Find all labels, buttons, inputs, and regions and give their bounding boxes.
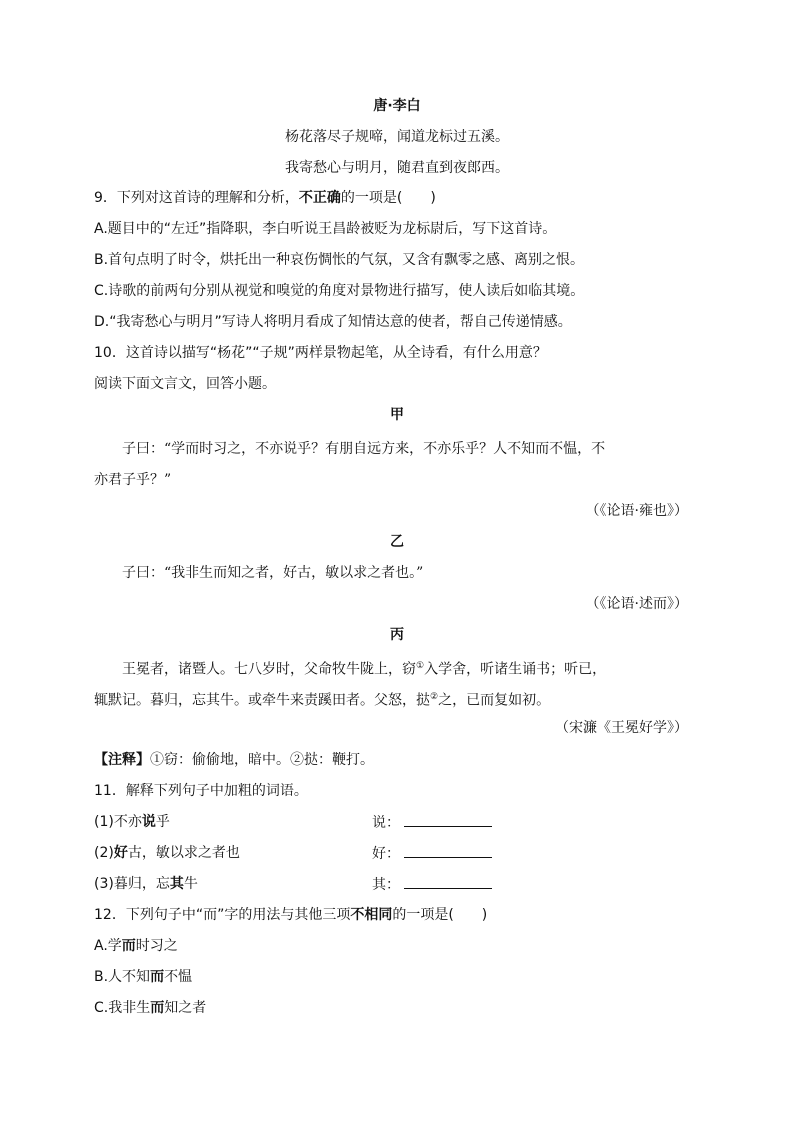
note-marker-2: ② — [430, 692, 439, 702]
q12-stem-bold: 不相同 — [350, 907, 393, 923]
q11-item-3-pre: (3)暮归，忘 — [94, 876, 170, 892]
q9-stem-bold: 不正确 — [298, 190, 341, 206]
question-9-stem — [94, 188, 436, 208]
q11-answer-2-label: 好： — [372, 846, 400, 862]
q11-item-1-post: 乎 — [155, 814, 170, 830]
q9-option-d[interactable]: D.“我寄愁心与明月”写诗人将明月看成了知情达意的使者，帮自己传递情感。 — [94, 314, 572, 330]
passage-jia-source: （《论语·雍也》） — [585, 503, 688, 519]
bing-line-2-a: 辄默记。暮归，忘其牛。或牵牛来责蹊田者。父怒，挞 — [94, 692, 430, 709]
passage-bing-title: 丙 — [390, 627, 404, 643]
q9-option-b[interactable]: B.首句点明了时令，烘托出一种哀伤惆怅的气氛，又含有飘零之感、离别之恨。 — [94, 252, 585, 268]
q12-option-a[interactable] — [94, 936, 178, 956]
q11-answer-3[interactable] — [372, 874, 492, 895]
q12-option-a-bold: 而 — [121, 938, 136, 954]
bing-line-2-b: 之，已而复如初。 — [438, 692, 551, 709]
passage-yi-title: 乙 — [390, 534, 404, 550]
q11-item-2-post: 古，敏以求之者也 — [127, 845, 240, 861]
annotations-label: 【注释】 — [94, 752, 150, 768]
q12-option-b-post: 不愠 — [164, 969, 193, 985]
poem-author: 唐·李白 — [373, 98, 421, 114]
passage-yi-line-1: 子曰：“我非生而知之者，好古，敏以求之者也。” — [122, 565, 424, 581]
q9-stem-text: 9．下列对这首诗的理解和分析， — [94, 190, 299, 206]
passage-bing-line-1 — [122, 656, 606, 680]
q12-stem-end: 的一项是( ) — [392, 907, 488, 923]
q11-item-2-pre: (2) — [94, 845, 114, 861]
q12-option-c-bold: 而 — [150, 1000, 165, 1016]
q11-answer-1[interactable] — [372, 812, 492, 833]
q11-item-3-bold: 其 — [169, 876, 184, 892]
q9-option-c[interactable]: C.诗歌的前两句分别从视觉和嗅觉的角度对景物进行描写，使人读后如临其境。 — [94, 283, 585, 299]
q12-stem-text: 12．下列句子中“而”字的用法与其他三项 — [94, 907, 351, 923]
q12-option-a-post: 时习之 — [135, 938, 178, 954]
q11-item-2 — [94, 843, 240, 863]
q12-option-b[interactable] — [94, 967, 192, 987]
q11-item-3-post: 牛 — [183, 876, 198, 892]
answer-blank[interactable] — [404, 874, 492, 889]
q11-item-2-bold: 好 — [113, 845, 128, 861]
q11-item-1-bold: 说 — [141, 814, 156, 830]
q9-option-a[interactable]: A.题目中的“左迁”指降职，李白听说王昌龄被贬为龙标尉后，写下这首诗。 — [94, 221, 557, 237]
passage-jia-line-1: 子曰：“学而时习之，不亦说乎？有朋自远方来，不亦乐乎？人不知而不愠，不 — [122, 441, 606, 457]
q12-option-b-bold: 而 — [150, 969, 165, 985]
q12-option-c-post: 知之者 — [164, 1000, 207, 1016]
bing-line-1-a: 王冕者，诸暨人。七八岁时，父命牧牛陇上，窃 — [122, 661, 416, 678]
q12-option-c-pre: C.我非生 — [94, 1000, 151, 1016]
q11-answer-1-label: 说： — [372, 815, 400, 831]
passage-yi-source: （《论语·述而》） — [585, 596, 688, 612]
reading-instruction: 阅读下面文言文，回答小题。 — [94, 376, 276, 392]
q11-answer-2[interactable] — [372, 843, 492, 864]
q9-stem-end: 的一项是( ) — [340, 190, 436, 206]
poem-line-1: 杨花落尽子规啼，闻道龙标过五溪。 — [285, 129, 509, 145]
q12-option-b-pre: B.人不知 — [94, 969, 151, 985]
question-12-stem — [94, 905, 487, 925]
q11-answer-3-label: 其： — [372, 877, 400, 893]
passage-jia-line-2: 亦君子乎？” — [94, 472, 172, 488]
q12-option-a-pre: A.学 — [94, 938, 122, 954]
note-marker-1: ① — [416, 661, 425, 671]
passage-bing-line-2 — [94, 687, 550, 711]
answer-blank[interactable] — [404, 812, 492, 827]
q11-item-1 — [94, 812, 170, 832]
answer-blank[interactable] — [404, 843, 492, 858]
annotations-text: ①窃：偷偷地，暗中。②挞：鞭打。 — [150, 752, 374, 768]
passage-bing-source: （宋濂《王冕好学》） — [555, 720, 688, 736]
passage-jia-title: 甲 — [390, 407, 404, 423]
q11-item-3 — [94, 874, 198, 894]
bing-line-1-b: 入学舍，听诸生诵书；听已， — [424, 661, 607, 678]
q12-option-c[interactable] — [94, 998, 206, 1018]
q11-item-1-pre: (1)不亦 — [94, 814, 142, 830]
poem-line-2: 我寄愁心与明月，随君直到夜郎西。 — [285, 160, 509, 176]
annotations — [94, 750, 374, 770]
question-11-stem: 11．解释下列句子中加粗的词语。 — [94, 783, 308, 799]
question-10: 10．这首诗以描写“杨花”“子规”两样景物起笔，从全诗看，有什么用意？ — [94, 345, 547, 361]
